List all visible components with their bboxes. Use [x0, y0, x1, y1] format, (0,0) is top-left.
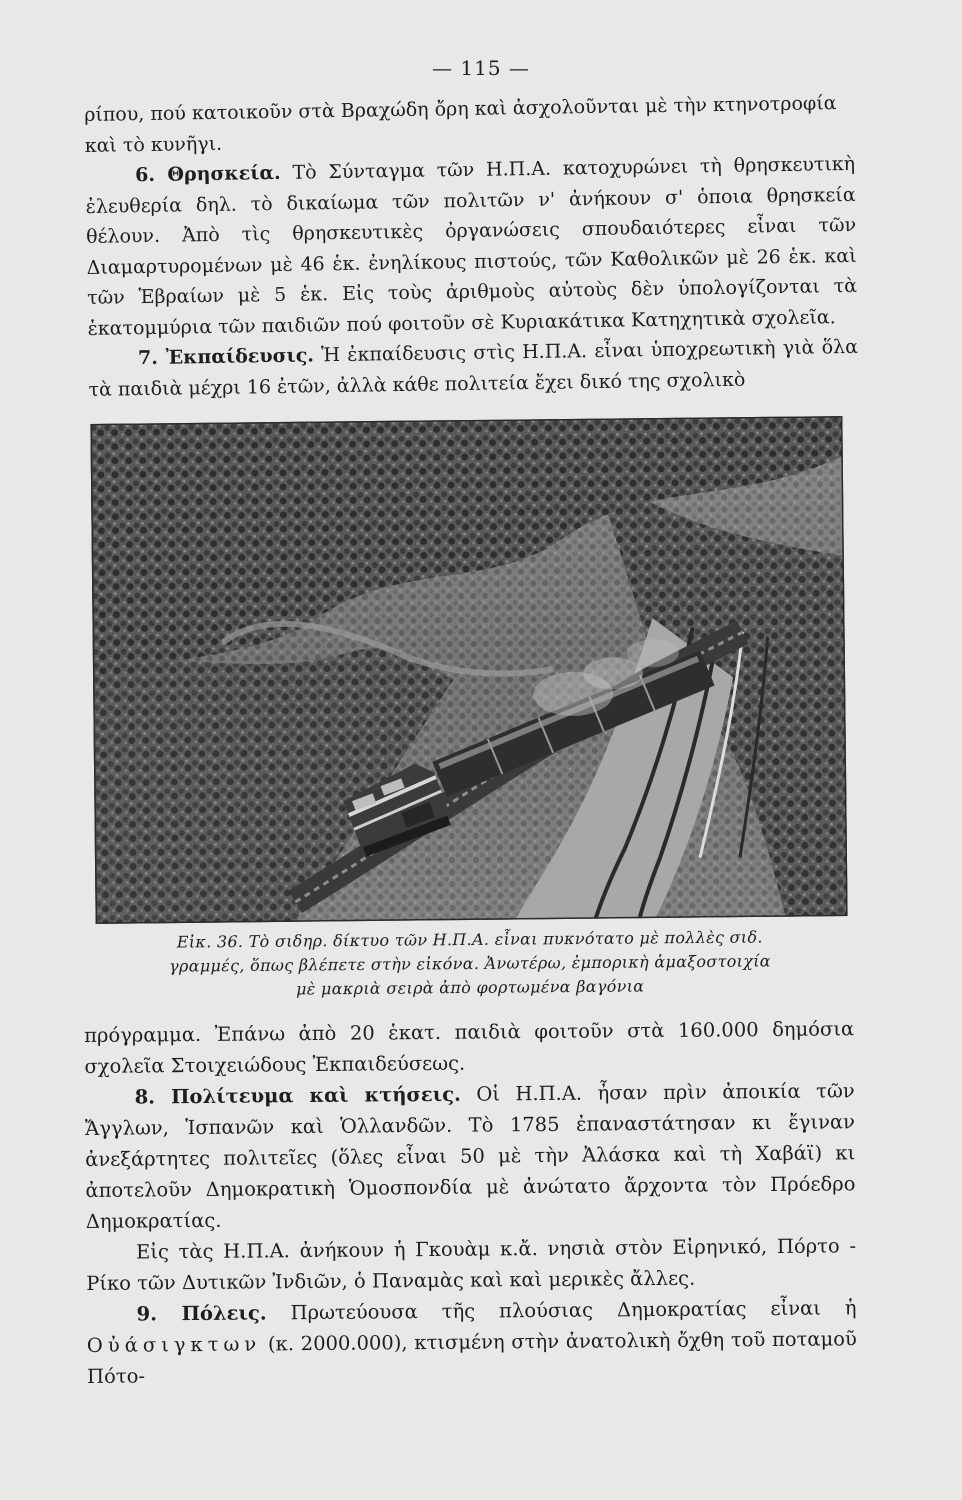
polity-body: Οἱ Η.Π.Α. ἦσαν πρὶν ἀποικία τῶν Ἄγγλων, Ἱσπανῶν καὶ Ὁλλανδῶν. Τὸ 1785 ἐπαναστάτησαν κι ἔγιναν ἀνεξάρτητες πολιτεῖες (ὅλες εἶναι 50 μὲ τὴν Ἀλάσκα καὶ τὴ Χαβάϊ) κι ἀποτελοῦν Δημοκρατικὴ Ὁμοσπονδία μὲ ἀνώτατο ἄρχοντα τὸν Πρόεδρο Δημοκρατίας. — [84, 1079, 856, 1233]
capital-name: Οὐάσιγκτων — [86, 1332, 262, 1357]
top-text-block — [84, 88, 859, 405]
heading-polity: 8. Πολίτευμα καὶ κτήσεις. — [134, 1082, 461, 1109]
caption-line-3: μὲ μακριὰ σειρὰ ἀπὸ φορτωμένα βαγόνια — [295, 976, 645, 999]
heading-religion: 6. Θρησκεία. — [135, 161, 281, 187]
cities-body-a: Πρωτεύουσα τῆς πλούσιας Δημοκρατίας εἶναι ἡ — [266, 1296, 857, 1325]
bottom-text-block — [84, 1013, 857, 1392]
heading-cities: 9. Πόλεις. — [136, 1301, 267, 1326]
paragraph-education — [88, 332, 859, 405]
religion-body: Τὸ Σύνταγμα τῶν Η.Π.Α. κατοχυρώνει τὴ θρησκευτικὴ ἐλευθερία δηλ. τὸ δικαίωμα τῶν πολιτῶν ν' ἀνήκουν σ' ὁποια θρησκεία θέλουν. Ἀπὸ τὶς θρησκευτικὲς ὀργανώσεις σπουδαιότερες εἶναι τῶν Διαμαρτυρομένων μὲ 46 ἑκ. ἐνηλίκους πιστούς, τῶν Καθολικῶν μὲ 26 ἑκ. καὶ τῶν Ἑβραίων μὲ 5 ἑκ. Εἰς τοὺς ἀριθμοὺς αὐτοὺς δὲν ὑπολογίζονται τὰ ἑκατομμύρια τῶν παιδιῶν πού φοιτοῦν σὲ Κυριακάτικα Κατηχητικὰ σχολεῖα. — [85, 152, 858, 340]
train-photo-illustration — [90, 416, 847, 924]
paragraph-education-continuation: πρόγραμμα. Ἐπάνω ἀπὸ 20 ἑκατ. παιδιὰ φοιτοῦν στὰ 160.000 δημόσια σχολεῖα Στοιχειώδους Ἐκπαιδεύσεως. — [84, 1017, 855, 1078]
paragraph-continuation-line-1: ρίπου, πού κατοικοῦν στὰ Βραχώδη ὄρη καὶ ἀσχολοῦνται μὲ τὴν κτηνοτροφία — [84, 92, 837, 126]
cities-body-b: (κ. 2000.000), κτισμένη στὴν ἀνατολικὴ ὄχθη τοῦ ποταμοῦ Πότο- — [87, 1327, 857, 1388]
heading-education: 7. Ἐκπαίδευσις. — [137, 344, 315, 370]
paragraph-continuation-line-2: καὶ τὸ κυνῆγι. — [84, 132, 223, 157]
page-number: — 115 — — [432, 56, 530, 80]
paragraph-possessions: Εἰς τὰς Η.Π.Α. ἀνήκουν ἡ Γκουὰμ κ.ἄ. νησιὰ στὸν Εἰρηνικό, Πόρτο - Ρίκο τῶν Δυτικῶν Ἰνδιῶν, ὁ Παναμὰς καὶ καὶ μερικὲς ἄλλες. — [86, 1234, 857, 1295]
paragraph-cities — [86, 1292, 857, 1392]
paragraph-religion — [85, 149, 858, 344]
paragraph-polity — [85, 1075, 856, 1237]
train-photograph — [90, 416, 847, 924]
education-body: Ἡ ἐκπαίδευσις στὶς Η.Π.Α. εἶναι ὑποχρεωτικὴ γιὰ ὅλα τὰ παιδιὰ μέχρι 16 ἐτῶν, ἀλλὰ κάθε πολιτεία ἔχει δικό της σχολικὸ — [88, 335, 859, 401]
caption-line-1: Εἰκ. 36. Τὸ σιδηρ. δίκτυο τῶν Η.Π.Α. εἶναι πυκνότατο μὲ πολλὲς σιδ. — [176, 927, 763, 952]
figure-caption — [120, 925, 821, 1003]
caption-line-2: γραμμές, ὅπως βλέπετε στὴν εἰκόνα. Ἀνωτέρω, ἐμπορικὴ ἁμαξοστοιχία — [169, 951, 771, 976]
